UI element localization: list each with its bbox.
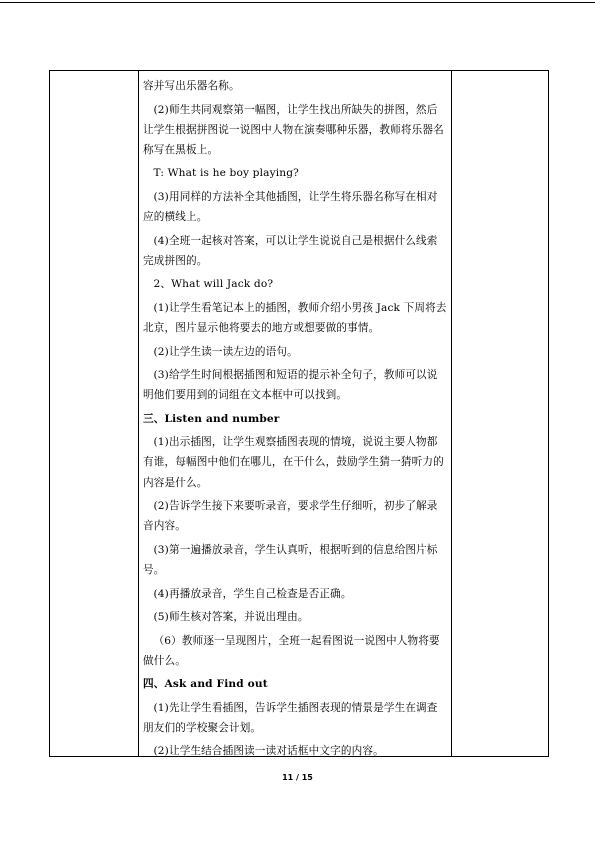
body-paragraph: (2)让学生读一读左边的语句。 [153, 345, 298, 358]
table-border-right [548, 70, 549, 757]
body-paragraph: 2、What will Jack do? [153, 278, 274, 291]
page-number: 11 / 15 [282, 773, 313, 782]
body-paragraph: (5)师生核对答案，并说出理由。 [153, 611, 309, 624]
header-rule [0, 2, 595, 3]
body-paragraph: (1)先让学生看插图，告诉学生插图表现的情景是学生在调查朋友们的学校聚会计划。 [143, 701, 438, 734]
section-heading: 三、Listen and number [143, 412, 280, 425]
body-paragraph: (3)用同样的方法补全其他插图，让学生将乐器名称写在相对应的横线上。 [143, 190, 438, 224]
body-paragraph: (1)让学生看笔记本上的插图，教师介绍小男孩 Jack 下周将去北京，图片显示他将要去的地方或想要做的事情。 [143, 301, 447, 335]
table-border-left [49, 70, 50, 757]
section-heading: 四、Ask and Find out [143, 678, 268, 691]
body-paragraph: (2)师生共同观察第一幅图，让学生找出所缺失的拼图，然后让学生根据拼图说一说图中人物在演奏哪种乐器，教师将乐器名称写在黑板上。 [143, 103, 444, 156]
body-paragraph: （6）教师逐一呈现图片，全班一起看图说一说图中人物将要做什么。 [143, 634, 440, 667]
body-paragraph: (1)出示插图，让学生观察插图表现的情境，说说主要人物都有谁，每幅图中他们在哪儿，在干什么，鼓励学生猜一猜听力的内容是什么。 [143, 436, 444, 489]
body-paragraph: (4)全班一起核对答案，可以让学生说说自己是根据什么线索完成拼图的。 [143, 234, 438, 267]
body-paragraph: (3)第一遍播放录音，学生认真听，根据听到的信息给图片标号。 [143, 543, 438, 577]
body-paragraph: (2)让学生结合插图读一读对话框中文字的内容。 [153, 745, 384, 758]
table-column-divider-1 [138, 70, 139, 757]
body-paragraph: (3)给学生时间根据插图和短语的提示补全句子，教师可以说明他们要用到的词组在文本框中可以找到。 [143, 369, 438, 402]
table-column-divider-2 [451, 70, 452, 757]
lesson-content-cell [143, 76, 448, 765]
body-paragraph: (4)再播放录音，学生自己检查是否正确。 [153, 587, 352, 600]
body-paragraph: T: What is he boy playing? [153, 167, 299, 180]
body-paragraph: 容并写出乐器名称。 [143, 80, 240, 92]
body-paragraph: (2)告诉学生接下来要听录音，要求学生仔细听，初步了解录音内容。 [143, 500, 438, 533]
